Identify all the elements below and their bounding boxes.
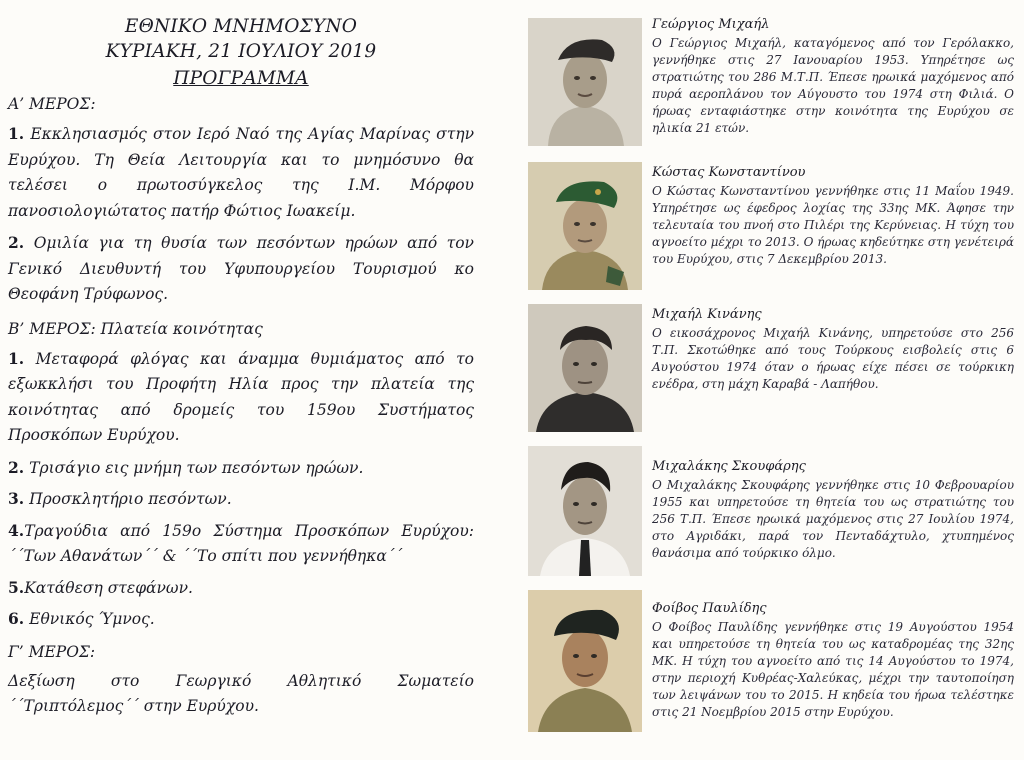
item-text: Τρισάγιο εις μνήμη των πεσόντων ηρώων. <box>29 458 364 477</box>
hero-bio: Ο Μιχαλάκης Σκουφάρης γεννήθηκε στις 10 Φεβρουαρίου 1955 και υπηρετούσε τη θητεία του ως στρατιώτης του 256 Τ.Π. Έπεσε ηρωικά μαχόμενος στις 27 Ιουλίου 1974, στο Αγριδάκι, παρά τον Πενταδάχτυλο, χτυπημένος θανάσιμα από τούρκικο όλμο. <box>652 478 1014 560</box>
item-number: 2. <box>8 233 25 252</box>
hero-text <box>652 164 1014 268</box>
part-b-item-3 <box>8 486 474 513</box>
item-text: Εθνικός Ύμνος. <box>29 610 155 628</box>
hero-text <box>652 306 1014 393</box>
item-number: 1. <box>8 124 25 143</box>
event-date: ΚΥΡΙΑΚΗ, 21 ΙΟΥΛΙΟΥ 2019 <box>105 41 377 62</box>
hero-bio: Ο Γεώργιος Μιχαήλ, καταγόμενος από τον Γερόλακκο, γεννήθηκε στις 27 Ιανουαρίου 1953. Υπηρέτησε ως στρατιώτης του 286 Μ.Τ.Π. Έπεσε ηρωικά μαχόμενος από πυρά αεροπλάνου τον Αύγουστο του 1974 στη Φιλιά. Ο ήρωας ενταφιάστηκε στην κοινότητα της Ευρύχου σε ηλικία 21 ετών. <box>652 36 1014 135</box>
portrait-beret-icon <box>528 590 642 732</box>
item-text: Ομιλία για τη θυσία των πεσόντων ηρώων από τον Γενικό Διευθυντή του Υφυπουργείου Τουρισμού κο Θεοφάνη Τρύφωνος. <box>8 234 474 303</box>
item-text: Εκκλησιασμός στον Ιερό Ναό της Αγίας Μαρίνας στην Ευρύχου. Τη Θεία Λειτουργία και το μνημόσυνο θα τελέσει ο πρωτοσύγκελος της Ι.Μ. Μόρφου πανοσιολογιώτατος πατήρ Φώτιος Ιωακείμ. <box>8 125 474 220</box>
item-text: Κατάθεση στεφάνων. <box>24 578 193 597</box>
hero-bio: Ο Φοίβος Παυλίδης γεννήθηκε στις 19 Αυγούστου 1954 και υπηρετούσε τη θητεία του ως καταδρομέας της 32ης ΜΚ. Η τύχη του αγνοείτο από τις 14 Αυγούστου το 1974, στην περιοχή Κυθρέας-Χαλεύκας, μέχρι την ταυτοποίηση των λειψάνων του το 2015. Η κηδεία του ήρωα τελέστηκε στις 21 Νοεμβρίου 2015 στην Ευρύχου. <box>652 620 1014 719</box>
part-c-title: Γ’ ΜΕΡΟΣ: <box>8 642 96 661</box>
item-text: Τραγούδια από 159ο Σύστημα Προσκόπων Ευρύχου: ΄΄Των Αθανάτων΄΄ & ΄΄Το σπίτι που γεννήθηκα΄΄ <box>8 521 474 565</box>
item-text: Προσκλητήριο πεσόντων. <box>29 490 232 508</box>
item-number: 5. <box>8 577 25 597</box>
item-text: Μεταφορά φλόγας και άναμμα θυμιάματος από το εξωκκλήσι του Προφήτη Ηλία προς την πλατεία της κοινότητας από δρομείς του 159ου Συστήματος Προσκόπων Ευρύχου. <box>8 349 474 444</box>
item-number: 2. <box>8 457 25 477</box>
hero-name: Φοίβος Παυλίδης <box>652 601 767 616</box>
part-b-item-6 <box>8 606 474 633</box>
hero-text <box>652 458 1014 562</box>
program-title: ΠΡΟΓΡΑΜΜΑ <box>173 68 309 89</box>
part-a-title: Α’ ΜΕΡΟΣ: <box>8 95 96 113</box>
part-b-title: Β’ ΜΕΡΟΣ: Πλατεία κοινότητας <box>8 319 263 338</box>
hero-name: Μιχαλάκης Σκουφάρης <box>652 459 806 474</box>
item-number: 1. <box>8 348 25 368</box>
part-c-text: Δεξίωση στο Γεωργικό Αθλητικό Σωματείο ΄΄Τριπτόλεμος΄΄ στην Ευρύχου. <box>8 671 474 715</box>
program-column <box>8 14 474 720</box>
part-b-item-4 <box>8 518 474 570</box>
part-b-item-5 <box>8 575 474 602</box>
hero-bio: Ο εικοσάχρονος Μιχαήλ Κινάνης, υπηρετούσε στο 256 Τ.Π. Σκοτώθηκε από τους Τούρκους εισβολείς στις 6 Αυγούστου 1974 όταν ο ήρωας είχε πέσει σε τούρκικη ενέδρα, στη μάχη Καραβά - Λαπήθου. <box>652 326 1014 391</box>
part-b-item-1 <box>8 346 474 449</box>
portrait-beret-icon <box>528 18 642 146</box>
part-a-item-2 <box>8 230 474 308</box>
item-number: 6. <box>8 609 25 628</box>
portrait-icon <box>528 304 642 432</box>
portrait-green-beret-icon <box>528 162 642 290</box>
item-number: 4. <box>8 520 25 540</box>
hero-text <box>652 600 1014 721</box>
hero-name: Μιχαήλ Κινάνης <box>652 307 762 322</box>
event-title: ΕΘΝΙΚΟ ΜΝΗΜΟΣΥΝΟ <box>124 16 358 37</box>
hero-name: Κώστας Κωνσταντίνου <box>652 165 806 180</box>
portrait-tie-icon <box>528 446 642 576</box>
hero-name: Γεώργιος Μιχαήλ <box>652 17 770 32</box>
hero-bio: Ο Κώστας Κωνσταντίνου γεννήθηκε στις 11 Μαΐου 1949. Υπηρέτησε ως έφεδρος λοχίας της 33ης ΜΚ. Άφησε την τελευταία του πνοή στο Πιλέρι της Κερύνειας. Η τύχη του αγνοείτο μέχρι το 2013. Ο ήρωας κηδεύτηκε στη γενέτειρά του Ευρύχου, στις 7 Δεκεμβρίου 2013. <box>652 184 1014 266</box>
item-number: 3. <box>8 489 25 508</box>
part-a-item-1 <box>8 121 474 224</box>
program-header <box>8 14 474 91</box>
part-b-item-2 <box>8 455 474 482</box>
hero-text <box>652 16 1014 137</box>
